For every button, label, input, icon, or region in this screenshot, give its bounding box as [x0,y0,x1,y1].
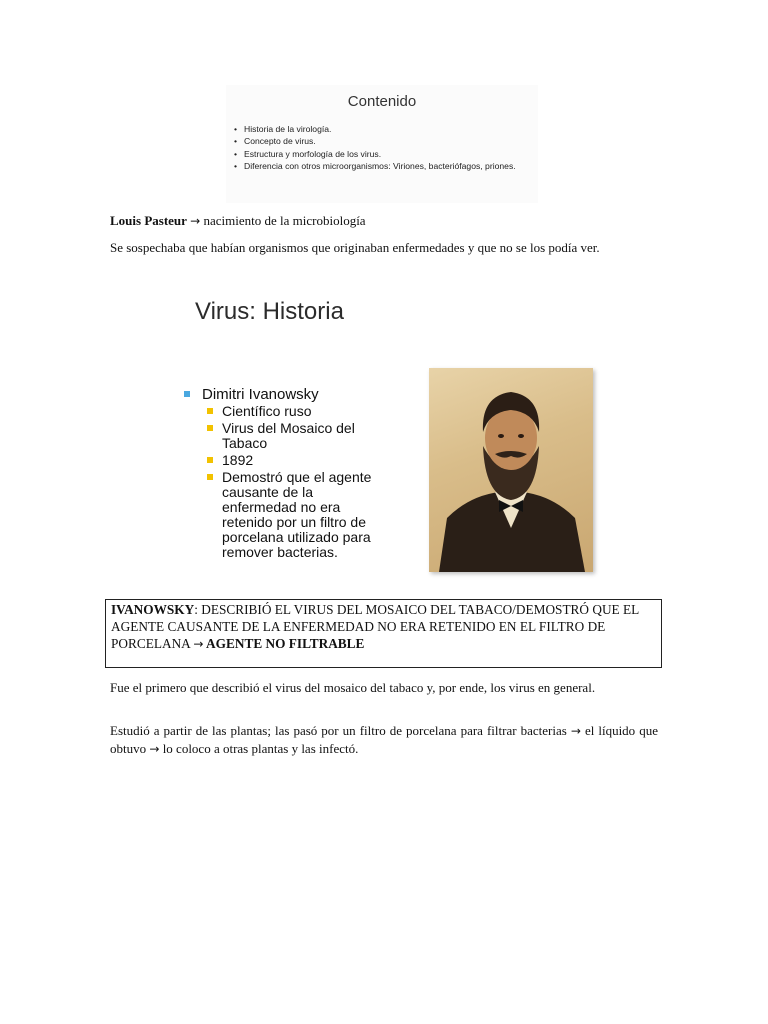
yellow-square-bullet-icon [207,425,213,431]
contenido-slide-image [226,85,538,203]
blue-square-bullet-icon [184,391,190,397]
virus-historia-slide-image [137,282,631,578]
portrait-illustration [429,368,593,572]
pasteur-name: Louis Pasteur [110,213,187,228]
pasteur-text: nacimiento de la microbiología [200,213,366,228]
contenido-item: • Estructura y morfología de los virus. [234,148,532,160]
sub-bullet-text: 1892 [222,452,254,468]
yellow-square-bullet-icon [207,457,213,463]
yellow-square-bullet-icon [207,474,213,480]
box-bold-end: AGENTE NO FILTRABLE [203,635,365,651]
sub-bullet-item [207,404,377,419]
arrow-right-icon: → [193,636,204,651]
contenido-title: Contenido [347,93,417,110]
sub-bullet-item [207,453,377,468]
pasteur-line [110,212,658,230]
paragraph-sospechaba: Se sospechaba que habían organismos que originaban enfermedades y que no se los podía ver. [110,240,600,255]
main-bullet [185,386,319,403]
contenido-list [234,123,532,173]
contenido-item: • Historia de la virología. [234,123,532,135]
virus-historia-title: Virus: Historia [195,298,344,325]
paragraph-fue-el-primero: Fue el primero que describió el virus del mosaico del tabaco y, por ende, los virus en general. [110,680,596,695]
sub-bullet-item [207,421,377,451]
box-text: : DESCRIBIÓ EL VIRUS DEL MOSAICO DEL TABACO/DEMOSTRÓ QUE EL AGENTE CAUSANTE DE LA ENFERMEDAD NO ERA RETENIDO EN EL FILTRO DE PORCELANA [111,602,639,651]
sub-bullet-text: Demostró que el agente causante de la enfermedad no era retenido por un filtro de porcelana utilizado para remover bacterias. [222,469,372,560]
yellow-square-bullet-icon [207,408,213,414]
estudio-text-3: lo coloco a otras plantas y las infectó. [159,741,359,756]
sub-bullet-list [207,404,377,562]
ivanowsky-summary-box [105,599,662,668]
arrow-right-icon: → [570,724,581,738]
main-bullet-text: Dimitri Ivanowsky [202,386,319,403]
sub-bullet-text: Virus del Mosaico del Tabaco [222,420,355,451]
estudio-text-1: Estudió a partir de las plantas; las pasó por un filtro de porcelana para filtrar bacterias [110,723,571,738]
sub-bullet-text: Científico ruso [222,403,312,419]
ivanowsky-portrait-photo [429,368,593,572]
estudio-text-2: el líquido que obtuvo [110,723,658,756]
contenido-item: • Concepto de virus. [234,135,532,147]
box-name: IVANOWSKY [111,602,195,617]
paragraph-estudio [110,722,658,758]
arrow-right-icon: → [190,214,201,228]
sub-bullet-item [207,470,377,560]
contenido-item: • Diferencia con otros microorganismos: Viriones, bacteriófagos, priones. [234,160,532,172]
arrow-right-icon: → [149,742,160,756]
